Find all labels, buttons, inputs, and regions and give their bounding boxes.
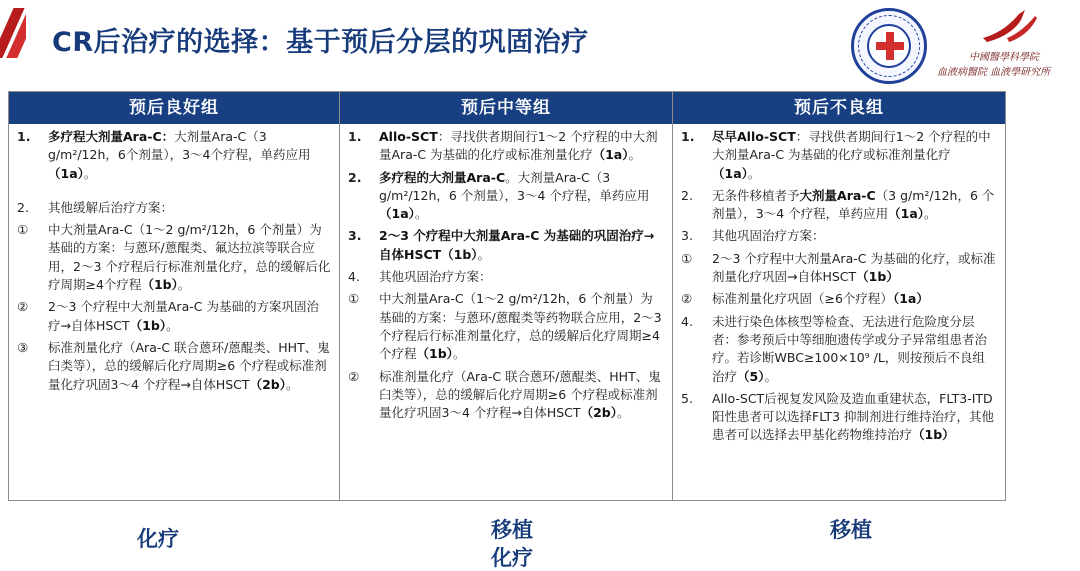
item-marker: ① — [348, 291, 360, 307]
item-text: 多疗程大剂量Ara-C：大剂量Ara-C（3 g/m²/12h，6个剂量），3～4个疗程，单药应用（1a）。 — [48, 129, 311, 181]
item-text: 标准剂量化疗巩固（≥6个疗程）（1a） — [712, 291, 929, 307]
item-text: Allo-SCT：寻找供者期间行1～2 个疗程的中大剂量Ara-C 为基础的化疗或标准剂量化疗（1a）。 — [379, 129, 658, 163]
list-item — [679, 227, 997, 245]
list-item — [346, 290, 664, 363]
column-adverse — [673, 92, 1005, 500]
item-marker: 4. — [348, 269, 360, 285]
item-text: 其他缓解后治疗方案： — [48, 199, 174, 215]
item-marker: 2. — [17, 199, 29, 215]
list-item — [679, 290, 997, 308]
institute-logo — [935, 8, 1075, 78]
item-text: 多疗程的大剂量Ara-C。大剂量Ara-C（3 g/m²/12h，6 个剂量），3～4 个疗程，单药应用（1a）。 — [379, 169, 650, 222]
list-item — [346, 368, 664, 423]
institute-logo-mark — [979, 8, 1039, 44]
list-item — [15, 339, 331, 394]
bottom-label-transplant — [801, 516, 901, 544]
item-marker: 3. — [681, 228, 693, 244]
item-marker: 2. — [681, 187, 693, 203]
list-item — [679, 250, 997, 287]
item-text: 其他巩固治疗方案： — [712, 228, 825, 244]
list-item — [679, 313, 997, 386]
institute-subtitle: 血液病醫院 血液學研究所 — [937, 67, 1051, 78]
item-marker: 3. — [348, 228, 362, 244]
column-favorable — [9, 92, 340, 500]
bottom-label-chemo — [108, 525, 208, 553]
column-body — [673, 124, 1005, 445]
item-text: 尽早Allo-SCT：寻找供者期间行1～2 个疗程的中大剂量Ara-C 为基础的化疗或标准剂量化疗（1a）。 — [712, 129, 991, 181]
item-text: 未进行染色体核型等检查、无法进行危险度分层者：参考预后中等细胞遗传学或分子异常组患者治疗。若诊断WBC≥100×10⁹ /L，则按预后不良组治疗（5）。 — [712, 313, 988, 384]
column-body — [9, 124, 339, 394]
list-item — [346, 128, 664, 165]
item-marker: ② — [348, 368, 360, 384]
item-text: 中大剂量Ara-C（1～2 g/m²/12h，6 个剂量）为基础的方案：与蒽环/蒽醌类等药物联合应用，2～3 个疗程后行标准剂量化疗，总的缓解后化疗周期≥4 个疗程（1b）。 — [379, 291, 662, 362]
institute-name: 中國醫學科學院 — [969, 52, 1039, 63]
column-header: 预后良好组 — [9, 92, 339, 124]
list-item — [679, 187, 997, 224]
list-item — [679, 390, 997, 445]
item-marker: ① — [681, 250, 693, 266]
item-marker: ① — [17, 222, 29, 238]
society-seal-logo — [851, 8, 927, 84]
item-text: 2～3 个疗程中大剂量Ara-C 为基础的巩固治疗→自体HSCT（1b）。 — [379, 228, 655, 262]
item-marker: ② — [17, 299, 29, 315]
item-text: 标准剂量化疗（Ara-C 联合蒽环/蒽醌类、HHT、鬼臼类等），总的缓解后化疗周期≥6 个疗程或标准剂量化疗巩固3～4 个疗程→自体HSCT（2b）。 — [48, 339, 330, 392]
column-header: 预后不良组 — [673, 92, 1005, 124]
title-accent-bar — [0, 8, 26, 58]
item-text: 2～3 个疗程中大剂量Ara-C 为基础的化疗，或标准剂量化疗巩固→自体HSCT（1b） — [712, 250, 996, 285]
item-marker: ② — [681, 291, 693, 307]
item-marker: 5. — [681, 390, 693, 406]
item-marker: 1. — [681, 129, 695, 144]
slide-title: CR后治疗的选择：基于预后分层的巩固治疗 — [52, 27, 589, 58]
column-intermediate — [340, 92, 673, 500]
column-body — [340, 124, 672, 422]
item-marker: ③ — [17, 339, 29, 355]
label-line: 化疗 — [491, 546, 533, 570]
column-header: 预后中等组 — [340, 92, 672, 124]
item-text: Allo-SCT后视复发风险及造血重建状态，FLT3-ITD 阳性患者可以选择FLT3 抑制剂进行维持治疗，其他患者可以选择去甲基化药物维持治疗（1b） — [712, 390, 994, 443]
list-item — [15, 128, 331, 183]
list-item — [15, 199, 331, 217]
label-line: 移植 — [830, 518, 872, 542]
list-item — [346, 227, 664, 264]
consolidation-table — [8, 91, 1006, 501]
list-item — [346, 268, 664, 286]
item-marker: 2. — [348, 169, 362, 185]
item-marker: 1. — [17, 129, 31, 144]
list-item — [679, 128, 997, 183]
item-text: 中大剂量Ara-C（1～2 g/m²/12h，6 个剂量）为基础的方案：与蒽环/蒽醌类、氟达拉滨等联合应用，2～3 个疗程后行标准剂量化疗，总的缓解后化疗周期≥4个疗程（1b）。 — [48, 222, 331, 293]
item-text: 标准剂量化疗（Ara-C 联合蒽环/蒽醌类、HHT、鬼臼类等），总的缓解后化疗周期≥6 个疗程或标准剂量化疗巩固3～4 个疗程→自体HSCT（2b）。 — [379, 368, 661, 421]
label-line: 化疗 — [137, 527, 179, 551]
bottom-label-transplant-chemo — [462, 516, 562, 571]
list-item — [346, 169, 664, 224]
list-item — [15, 221, 331, 294]
list-item — [15, 298, 331, 335]
item-text: 2～3 个疗程中大剂量Ara-C 为基础的方案巩固治疗→自体HSCT（1b）。 — [48, 299, 319, 333]
item-marker: 1. — [348, 129, 362, 144]
label-line: 移植 — [491, 518, 533, 542]
item-marker: 4. — [681, 313, 693, 329]
item-text: 其他巩固治疗方案： — [379, 269, 492, 285]
item-text: 无条件移植者予大剂量Ara-C（3 g/m²/12h，6 个剂量），3～4 个疗程，单药应用（1a）。 — [712, 187, 995, 222]
